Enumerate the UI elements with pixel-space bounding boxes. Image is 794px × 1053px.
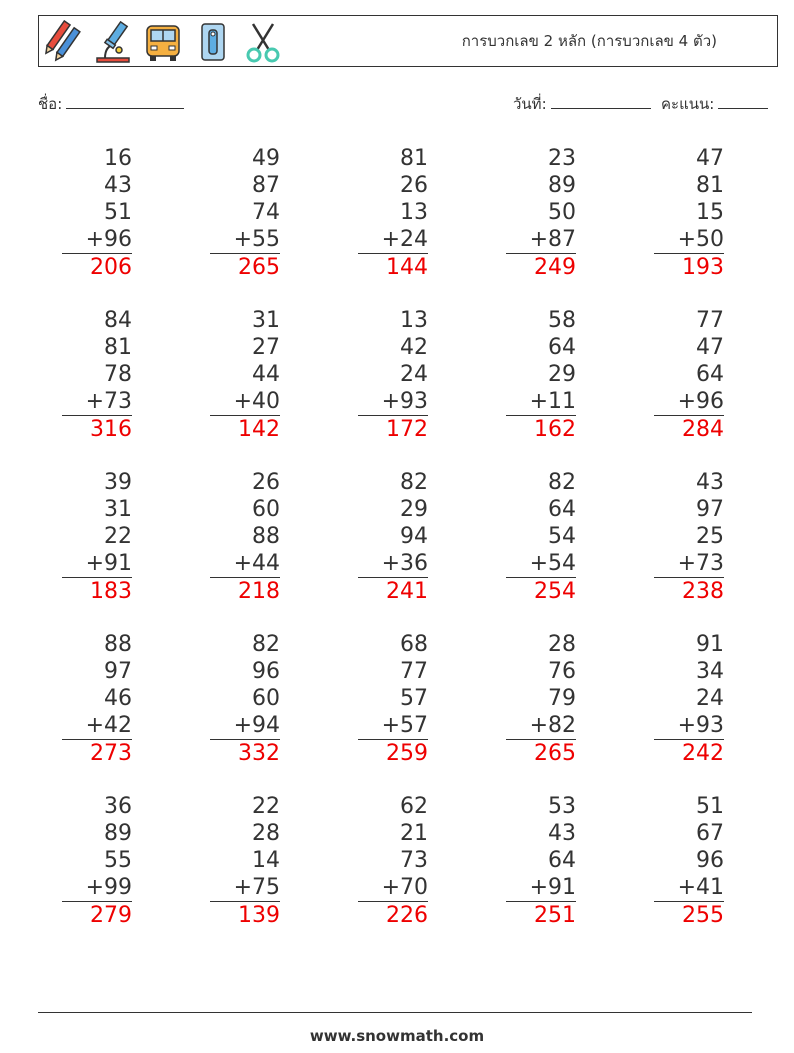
addend-1: 58 [548,308,576,333]
answer: 273 [90,741,132,766]
addition-problem [506,469,576,605]
addend-4: +36 [358,550,428,578]
addition-problem [654,631,724,767]
addition-problem [506,307,576,443]
addition-problem [210,469,280,605]
addend-2: 64 [548,335,576,360]
answer: 183 [90,579,132,604]
answer: 265 [534,741,576,766]
addend-3: 94 [400,524,428,549]
answer: 206 [90,255,132,280]
answer: 332 [238,741,280,766]
addend-2: 97 [696,497,724,522]
addend-1: 39 [104,470,132,495]
addend-4: +96 [62,226,132,254]
addition-problem [62,631,132,767]
addend-4: +75 [210,874,280,902]
date-label: วันที่: [513,95,547,113]
addend-3: 54 [548,524,576,549]
addend-4: +24 [358,226,428,254]
addend-1: 53 [548,794,576,819]
answer: 218 [238,579,280,604]
addend-4: +54 [506,550,576,578]
addend-1: 51 [696,794,724,819]
addend-3: 73 [400,848,428,873]
addend-1: 81 [400,146,428,171]
addend-3: 96 [696,848,724,873]
addition-problem [654,469,724,605]
addend-3: 79 [548,686,576,711]
addend-4: +42 [62,712,132,740]
addend-4: +73 [62,388,132,416]
microscope-icon [93,20,133,64]
answer: 259 [386,741,428,766]
addend-2: 42 [400,335,428,360]
answer: 193 [682,255,724,280]
addend-2: 21 [400,821,428,846]
addend-1: 47 [696,146,724,171]
addend-2: 31 [104,497,132,522]
addition-problem [210,145,280,281]
addend-4: +87 [506,226,576,254]
addend-2: 43 [104,173,132,198]
addition-problem [210,793,280,929]
addend-1: 84 [104,308,132,333]
addend-4: +44 [210,550,280,578]
name-field[interactable] [38,92,184,116]
addend-4: +91 [62,550,132,578]
addend-2: 87 [252,173,280,198]
addition-problem [62,307,132,443]
addend-4: +94 [210,712,280,740]
addend-3: 51 [104,200,132,225]
addend-2: 81 [104,335,132,360]
addend-2: 47 [696,335,724,360]
crayons-icon [43,20,83,64]
name-line [66,94,184,109]
date-field[interactable] [513,92,651,116]
addend-3: 64 [696,362,724,387]
addend-4: +70 [358,874,428,902]
addition-problem [358,307,428,443]
addend-3: 22 [104,524,132,549]
addition-problem [358,631,428,767]
addition-problem [62,145,132,281]
answer: 251 [534,903,576,928]
answer: 238 [682,579,724,604]
sharpener-icon [193,20,233,64]
addend-1: 49 [252,146,280,171]
addend-4: +82 [506,712,576,740]
addend-3: 29 [548,362,576,387]
addend-1: 77 [696,308,724,333]
school-bus-icon [143,20,183,64]
addition-problem [654,793,724,929]
addend-3: 14 [252,848,280,873]
addend-1: 82 [548,470,576,495]
addend-2: 76 [548,659,576,684]
addition-problem [654,145,724,281]
addend-1: 43 [696,470,724,495]
addend-4: +73 [654,550,724,578]
addend-1: 23 [548,146,576,171]
addend-1: 88 [104,632,132,657]
addend-1: 31 [252,308,280,333]
addend-2: 77 [400,659,428,684]
addend-3: 24 [400,362,428,387]
answer: 139 [238,903,280,928]
addend-4: +40 [210,388,280,416]
addend-2: 26 [400,173,428,198]
addend-2: 64 [548,497,576,522]
addend-2: 67 [696,821,724,846]
scissors-icon [243,20,283,64]
addend-3: 78 [104,362,132,387]
addend-1: 16 [104,146,132,171]
addend-3: 44 [252,362,280,387]
score-label: คะแนน: [661,95,715,113]
addend-2: 34 [696,659,724,684]
addend-1: 68 [400,632,428,657]
answer: 241 [386,579,428,604]
answer: 284 [682,417,724,442]
addend-4: +57 [358,712,428,740]
addend-4: +91 [506,874,576,902]
footer-site: www.snowmath.com [309,1027,485,1045]
addition-problem [358,145,428,281]
addend-2: 60 [252,497,280,522]
addend-3: 25 [696,524,724,549]
answer: 226 [386,903,428,928]
addend-3: 74 [252,200,280,225]
addition-problem [210,631,280,767]
addend-4: +50 [654,226,724,254]
name-label: ชื่อ: [38,95,63,113]
addend-1: 22 [252,794,280,819]
addend-3: 24 [696,686,724,711]
answer: 254 [534,579,576,604]
addend-1: 28 [548,632,576,657]
addend-4: +93 [358,388,428,416]
addend-3: 46 [104,686,132,711]
addend-2: 27 [252,335,280,360]
answer: 279 [90,903,132,928]
addend-3: 15 [696,200,724,225]
footer-divider [38,1012,752,1013]
addend-2: 89 [104,821,132,846]
addition-problem [506,631,576,767]
addend-1: 36 [104,794,132,819]
addend-2: 29 [400,497,428,522]
addend-2: 43 [548,821,576,846]
addend-1: 82 [400,470,428,495]
addend-4: +11 [506,388,576,416]
addend-4: +96 [654,388,724,416]
answer: 162 [534,417,576,442]
addend-4: +99 [62,874,132,902]
addend-1: 62 [400,794,428,819]
addend-3: 57 [400,686,428,711]
answer: 255 [682,903,724,928]
addend-3: 50 [548,200,576,225]
addend-2: 89 [548,173,576,198]
worksheet-title: การบวกเลข 2 หลัก (การบวกเลข 4 ตัว) [461,32,717,50]
answer: 144 [386,255,428,280]
answer: 242 [682,741,724,766]
addend-3: 60 [252,686,280,711]
addition-problem [62,469,132,605]
addend-1: 26 [252,470,280,495]
addend-2: 97 [104,659,132,684]
addition-problem [62,793,132,929]
addend-1: 91 [696,632,724,657]
addend-4: +41 [654,874,724,902]
addend-3: 64 [548,848,576,873]
addition-problem [506,793,576,929]
answer: 265 [238,255,280,280]
addend-4: +55 [210,226,280,254]
answer: 249 [534,255,576,280]
addend-2: 28 [252,821,280,846]
addition-problem [654,307,724,443]
score-field[interactable] [661,92,768,116]
addend-2: 81 [696,173,724,198]
addend-4: +93 [654,712,724,740]
addend-3: 13 [400,200,428,225]
addend-1: 82 [252,632,280,657]
addend-1: 13 [400,308,428,333]
header-box [38,15,778,67]
date-line [551,94,651,109]
addition-problem [506,145,576,281]
answer: 172 [386,417,428,442]
addition-problem [210,307,280,443]
addition-problem [358,469,428,605]
addend-3: 88 [252,524,280,549]
score-line [718,94,768,109]
header-icons [43,20,283,64]
addition-problem [358,793,428,929]
answer: 316 [90,417,132,442]
answer: 142 [238,417,280,442]
addend-3: 55 [104,848,132,873]
addend-2: 96 [252,659,280,684]
